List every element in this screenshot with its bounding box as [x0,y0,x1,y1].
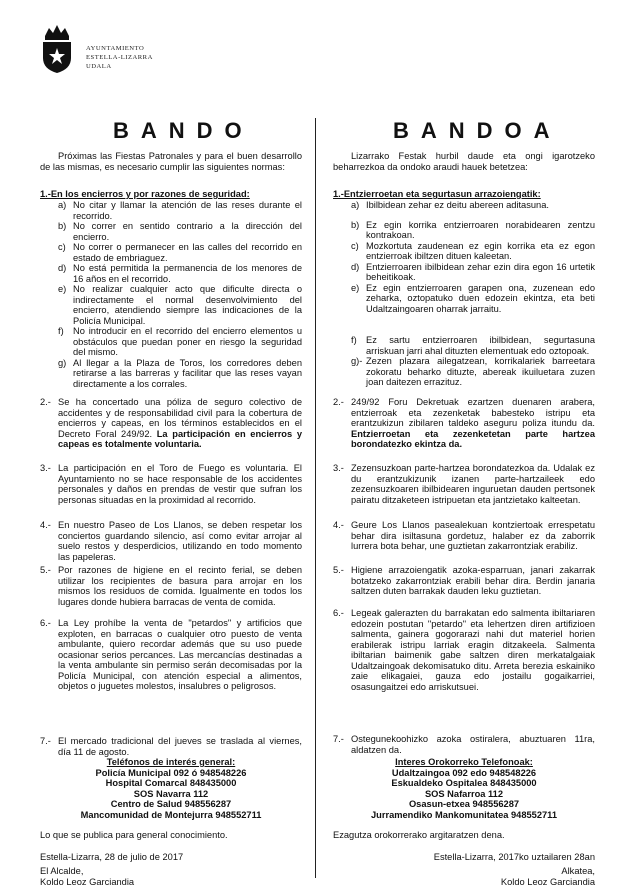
list-item: e) Ez egin entzierroaren garapen ona, zuzenean edo zeharka, oztopatuko duen edozein ekintza, eta beti Udaltzaingoaren oharrak jarraitu. [351,282,595,314]
column-divider [315,118,316,878]
es-section-1: 1.-En los encierros y por razones de seguridad: [40,189,250,199]
eu-section-7: 7.- Ostegunekoohizko azoka ostiralera, abuztuaren 11ra, aldatzen da. [333,734,595,755]
list-item: f) Ez sartu entzierroaren ibilbidean, segurtasuna arriskuan jarri ahal dituzten elementuak edo oztopoak. [351,335,595,356]
list-item: a) No citar y llamar la atención de las reses durante el recorrido. [58,200,302,221]
eu-section-4: 4.- Geure Los Llanos pasealekuan kontziertoak errespetatu behar dira isiltasuna gordetuz, halaber ez da zaborrik lurrera bota behar, une guztietan zakarrontziak erabiliz. [333,520,595,551]
es-section-2: 2.- Se ha concertado una póliza de seguro colectivo de accidentes y de responsabilidad civil para la cobertura de encierros y capeas, en los términos establecidos en el Decreto Foral 249/92. La participación en encierros y capeas es totalmente voluntaria. [40,397,302,449]
es-signature: El Alcalde, Koldo Leoz Garciandia [40,866,135,887]
eu-section-2: 2.- 249/92 Foru Dekretuak ezartzen duenaren arabera, entzierroak eta zezenketak babesteko istripu eta erantzukizun zibilaren taldeko aseguru poliza itundu da. Entzierroetan eta zezenketetan parte hartzea borondatezko ekintza da. [333,397,595,449]
eu-section-5: 5.- Higiene arrazoiengatik azoka-esparruan, janari zakarrak botatzeko zakarrontziak erabili behar dira. Berdin janaria saltzen duten barrakak dauden leku guztietan. [333,565,595,596]
phone-line: Osasun-etxea 948556287 [408,799,520,809]
phone-line: Jurramendiko Mankomunitatea 948552711 [370,809,558,820]
town-crest-icon [40,22,74,74]
eu-section-6: 6.- Legeak galerazten du barrakatan edo salmenta ibiltariaren edozein postutan "petardo" eta lehertzen diren artifizioen salmenta, gainera gogorarazi nahi dut materiel horien erabilerak istripu larriak eragin ditzakeela. Salmenta ibiltarian baimenik gabe saltzen diren merkatalgaiak Udaltzaingoak dekomisatuko ditu. Arreta berezia eskainiko zaie elikagaiei, gauza edo jostailu gogaikarriei, osasungaitzei edo arriskutsuei. [333,608,595,692]
list-item: d) No está permitida la permanencia de los menores de 16 años en el recorrido. [58,263,302,284]
phone-line: Eskualdeko Ospitalea 848435000 [391,778,537,788]
eu-section-1-items [333,200,595,388]
phone-line: Udaltzaingoa 092 edo 948548226 [391,767,537,778]
es-section-6: 6.- La Ley prohíbe la venta de "petardos" y artificios que exploten, en barracas o cualquier otro puesto de venta ambulante, quiero recordar además que su uso puede ocasionar serios percances. Las mercancías destinadas a la venta ambulante sin permiso serán decomisadas por la Policía Municipal, con atención especial a alimentos, objetos o juguetes molestos, insalubres o peligrosos. [40,618,302,691]
es-published: Lo que se publica para general conocimiento. [40,830,228,840]
eu-published: Ezagutza orokorrerako argitaratzen dena. [333,830,505,840]
list-item: c) No correr o permanecer en las calles del recorrido en estado de embriaguez. [58,242,302,263]
phone-line: SOS Navarra 112 [133,788,209,799]
title-basque: BANDOA [393,118,562,143]
phone-line: Hospital Comarcal 848435000 [105,778,237,788]
eu-section-3: 3.- Zezensuzkoan parte-hartzea borondatezkoa da. Udalak ez du erantzukizunik izanen parte-hartzaileek edo zezensuzkoaren ibilbidearen inguruetan dauden pertsonek pairatu ditzaketeen istripuetan eta jantzietako kalteetan. [333,463,595,505]
es-date: Estella-Lizarra, 28 de julio de 2017 [40,852,184,862]
list-item: c) Mozkortuta zaudenean ez egin korrika eta ez egon entzierroak ibiltzen dituen kaleetan. [351,240,595,261]
eu-section-1: 1.-Entzierroetan eta segurtasun arrazoiengatik: [333,189,541,199]
eu-date: Estella-Lizarra, 2017ko uztailaren 28an [433,852,595,862]
es-intro: Próximas las Fiestas Patronales y para el buen desarrollo de las mismas, es necesario cumplir las siguientes normas: [40,151,302,172]
municipality-name: AYUNTAMIENTO ESTELLA-LIZARRA UDALA [86,45,153,70]
es-section-7: 7.- El mercado tradicional del jueves se traslada al viernes, día 11 de agosto. [40,736,302,757]
es-section-4: 4.- En nuestro Paseo de Los Llanos, se deben respetar los conciertos guardando silencio, así como evitar arrojar al suelo restos y desperdicios, utilizando en todo momento las papeleras. [40,520,302,562]
es-section-3: 3.- La participación en el Toro de Fuego es voluntaria. El Ayuntamiento no se hace responsable de los accidentes personales y daños en prendas de vestir que sufran los personas situadas en la proximidad al recorrido. [40,463,302,505]
phone-line: SOS Nafarroa 112 [424,788,504,799]
phone-line: Mancomunidad de Montejurra 948552711 [80,809,262,820]
eu-intro: Lizarrako Festak hurbil daude eta ongi igarotzeko beharrezkoa da ondoko araudi hauek betetzea: [333,151,595,172]
list-item: g) Al llegar a la Plaza de Toros, los corredores deben retirarse a las barreras y facilitar que las reses vayan directamente a los corrales. [58,357,302,389]
list-item: a) Ibilbidean zehar ez deitu abereen aditasuna. [351,200,549,210]
list-item: b) Ez egin korrika entzierroaren norabidearen zentzu kontrakoan. [351,219,595,240]
title-spanish: BANDO [113,118,254,143]
es-phones: Teléfonos de interés general: Policía Municipal 092 ó 948548226 Hospital Comarcal 848435000 SOS Navarra 112 Centro de Salud 948556287 Mancomunidad de Montejurra 948552711 [40,757,302,820]
phone-line: Policía Municipal 092 ó 948548226 [95,767,247,778]
list-item: d) Entzierroaren ibilbidean zehar ezin dira egon 16 urtetik beheitikoak. [351,261,595,282]
es-section-5: 5.- Por razones de higiene en el recinto ferial, se deben utilizar los recipientes de basura para arrojar en los mismos los residuos de comida. Igualmente en todos los lugares donde hubiera barracas de venta de comida. [40,565,302,607]
es-section-1-items [40,200,302,389]
phone-line: Centro de Salud 948556287 [110,799,232,809]
list-item: f) No introducir en el recorrido del encierro elementos u obstáculos que puedan poner en riesgo la seguridad del mismo. [58,326,302,357]
eu-phones: Interes Orokorreko Telefonoak: Udaltzaingoa 092 edo 948548226 Eskualdeko Ospitalea 848435000 SOS Nafarroa 112 Osasun-etxea 948556287 Jurramendiko Mankomunitatea 948552711 [333,757,595,820]
list-item: e) No realizar cualquier acto que dificulte directa o indirectamente el normal desenvolvimiento del encierro, atendiendo siempre las indicaciones de la Policía Municipal. [58,284,302,326]
list-item: b) No correr en sentido contrario a la dirección del encierro. [58,221,302,242]
eu-signature: Alkatea, Koldo Leoz Garciandia [500,866,595,887]
list-item: g)- Zezen plazara ailegatzean, korrikalariek barreetara zokoratu beharko dituzte, abereak ikuiluetara zuzen joan daitezen errazituz. [351,356,595,387]
